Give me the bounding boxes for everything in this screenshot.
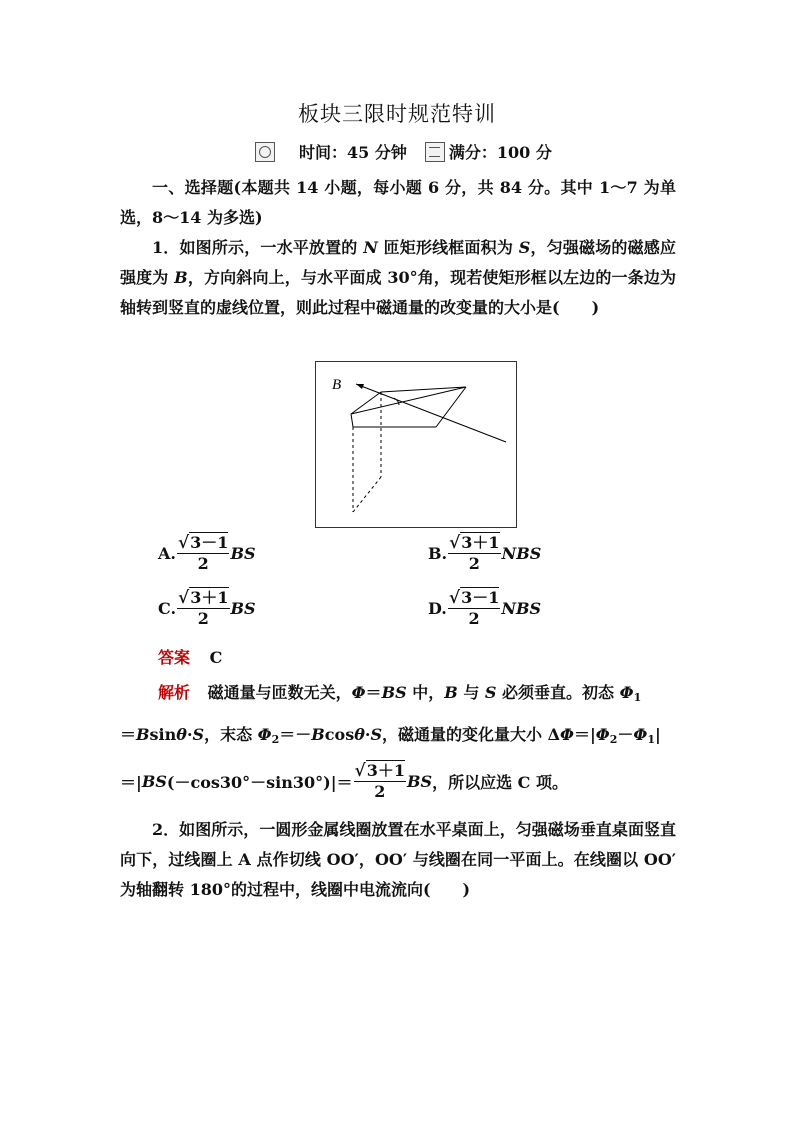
question-1-text: 1．如图所示，一水平放置的 N 匝矩形线框面积为 S，匀强磁场的磁感应强度为 B，方向斜向上，与水平面成 30°角，现若使矩形框以左边的一条边为轴转到竖直的虚线位置，则此过程中磁通量的改变量的大小是( ) — [120, 238, 676, 317]
option-b: B. √ 3＋1 2 NBS — [428, 533, 542, 573]
option-a: A. √ 3－1 2 BS — [158, 533, 256, 573]
answer-value: C — [209, 648, 223, 667]
score-icon — [425, 142, 445, 162]
option-d: D. √ 3－1 2 NBS — [428, 588, 542, 628]
question-2-text: 2．如图所示，一圆形金属线圈放置在水平桌面上，匀强磁场垂直桌面竖直向下，过线圈上 A 点作切线 OO′，OO′ 与线圈在同一平面上。在线圈以 OO′ 为轴翻转 180°的过程中，线圈中电流流向( ) — [120, 820, 676, 899]
answer-label: 答案 — [158, 648, 191, 667]
answer-line — [158, 645, 222, 668]
page-title: 板块三限时规范特训 — [298, 102, 496, 126]
option-c: C. √ 3＋1 2 BS — [158, 588, 256, 628]
score-label: 满分：100 分 — [448, 143, 552, 162]
question-1-figure — [315, 361, 517, 528]
analysis-block: 解析 磁通量与匝数无关，Φ＝BS 中，B 与 S 必须垂直。初态 $\Phi_1$ ＝Bsinθ·S，末态 $\Phi_2=-Bcos\theta\cdot S$，磁通量的变化量大小 $\Delta\Phi=|\Phi_2-\Phi_1|$ ＝| BS (－cos30°－sin30°)|＝ √ 3＋1 2 BS ，所以应选 C 项。 — [120, 683, 661, 801]
figure-label-b: B — [332, 377, 342, 393]
section-header: 一、选择题(本题共 14 小题，每小题 6 分，共 84 分。其中 1～7 为单选，8～14 为多选) — [120, 178, 676, 227]
exam-meta — [255, 140, 552, 163]
time-label: 时间：45 分钟 — [299, 143, 407, 162]
analysis-label: 解析 — [158, 683, 191, 702]
rotating-frame-diagram — [316, 362, 516, 527]
clock-icon — [255, 142, 275, 162]
